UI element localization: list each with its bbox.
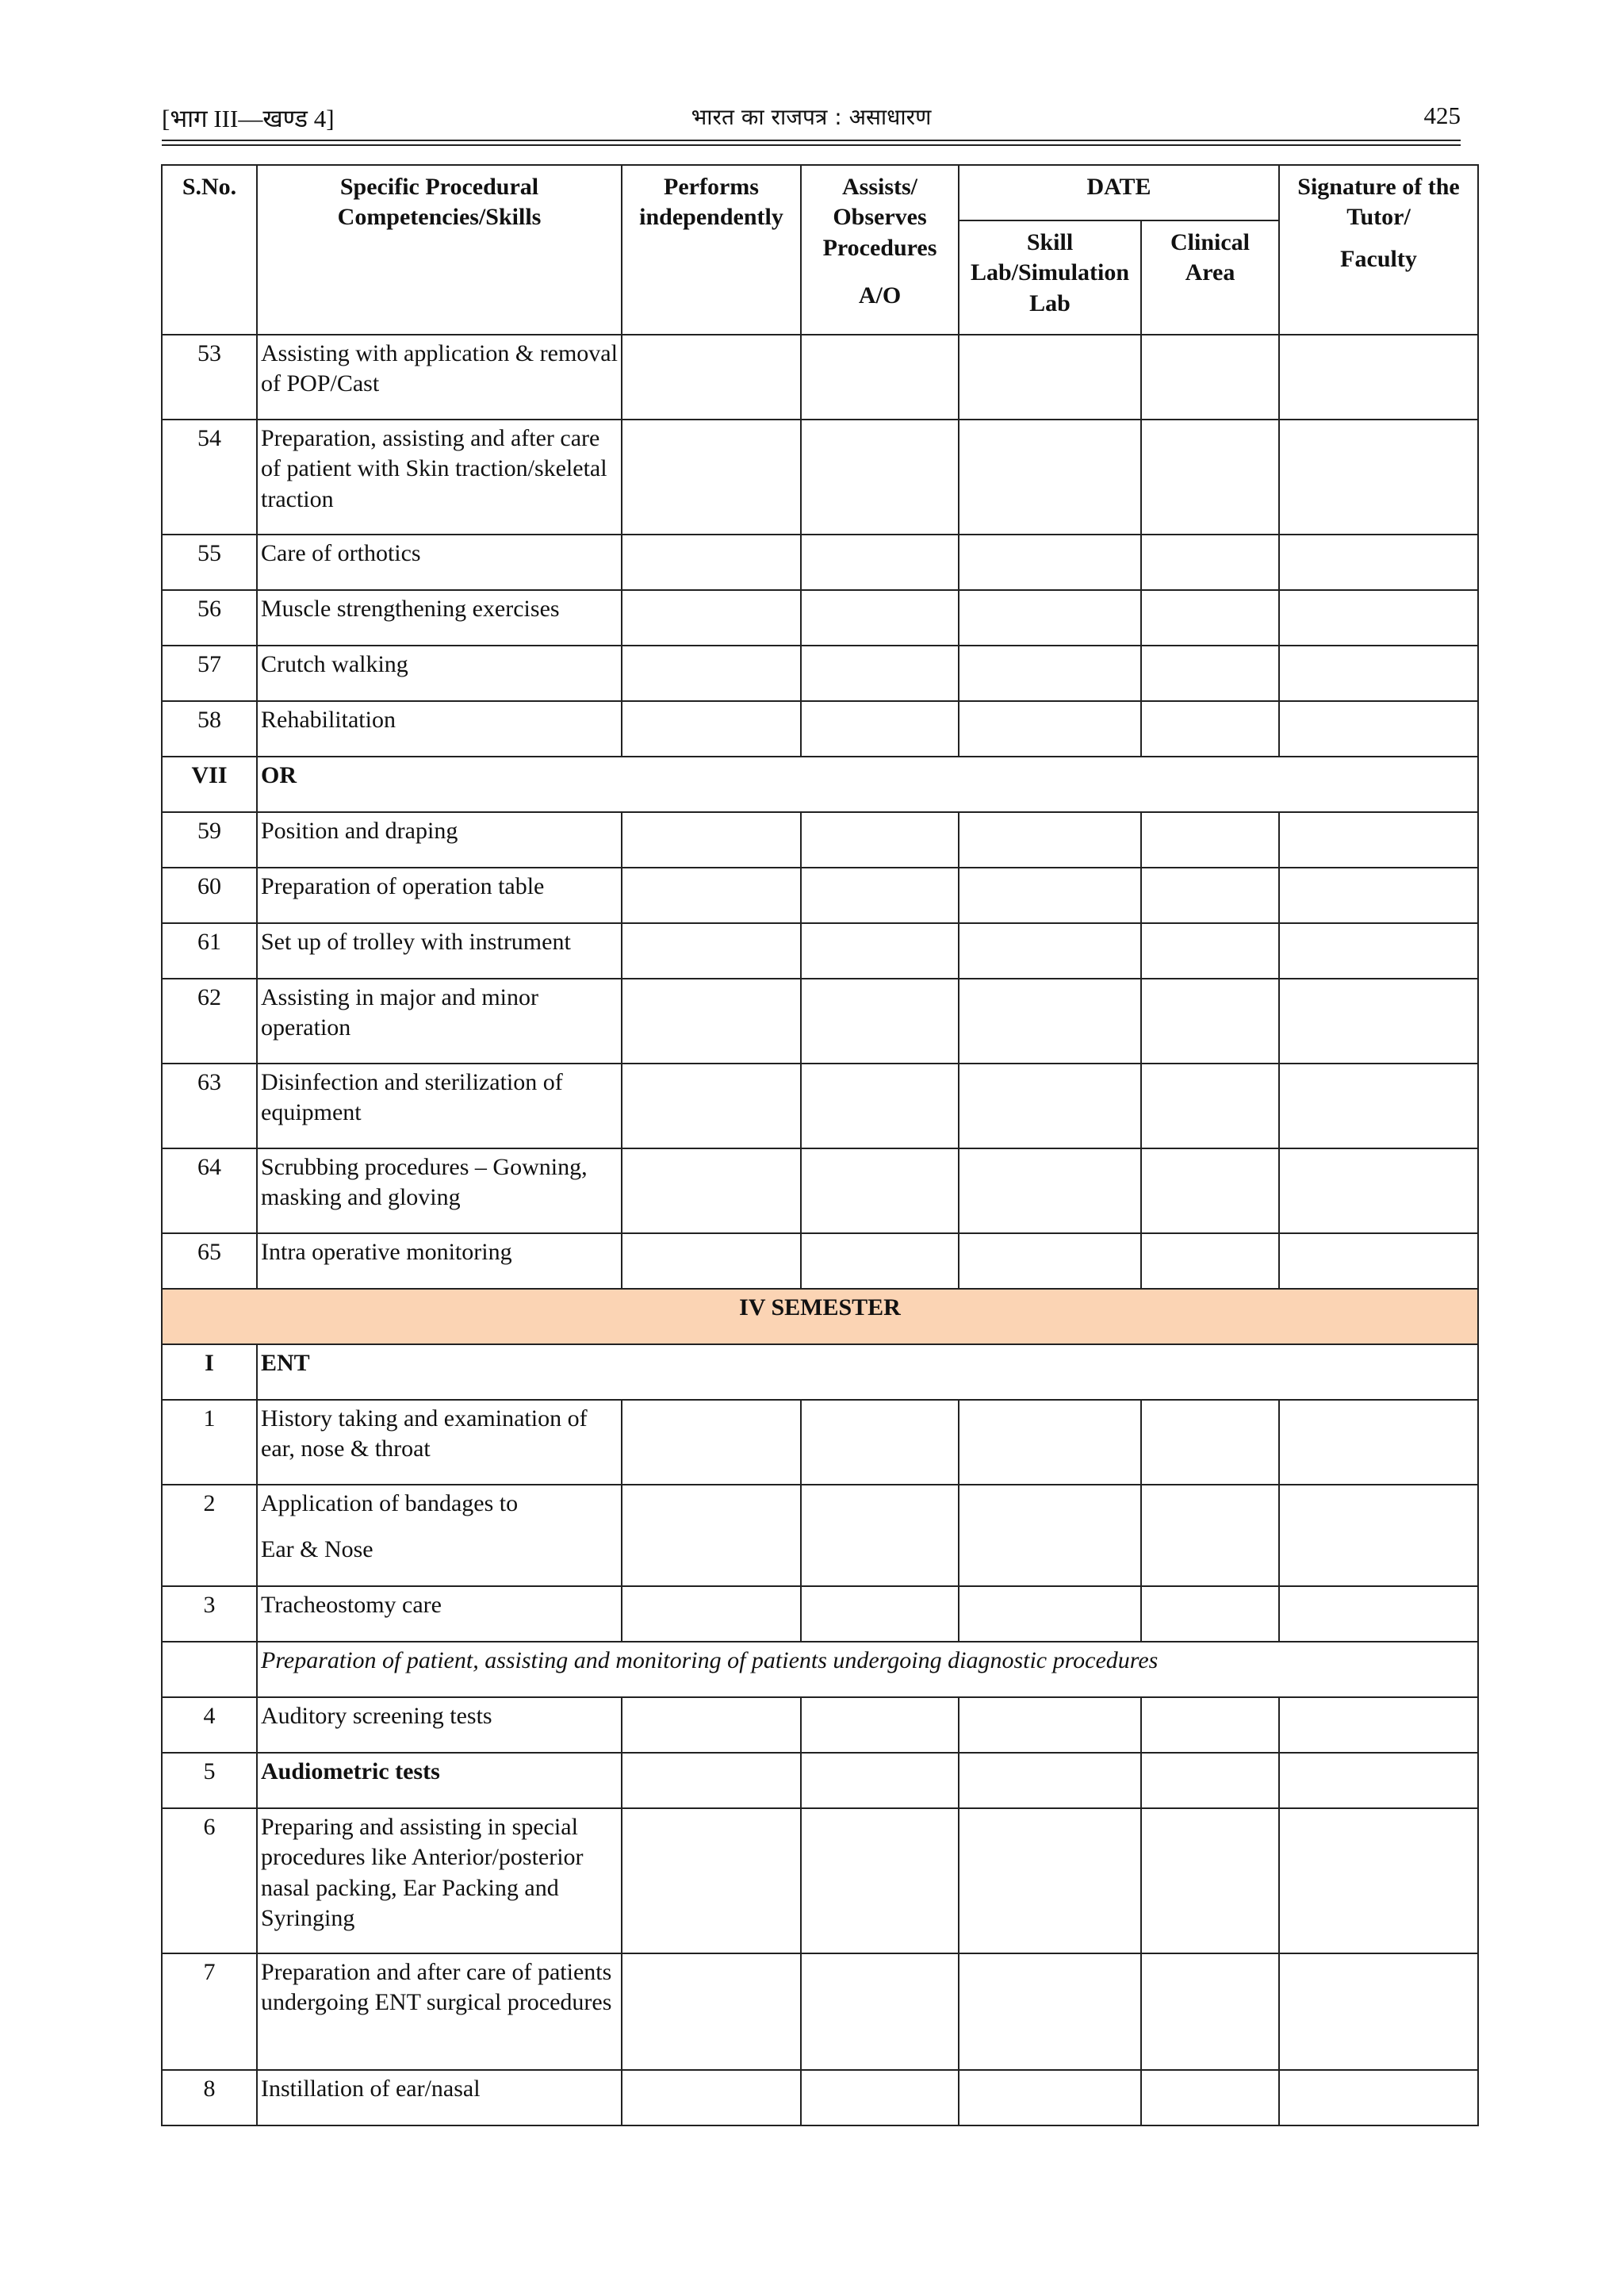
table-row bbox=[162, 868, 1478, 923]
cell-performs bbox=[622, 646, 801, 701]
cell-clinical bbox=[1141, 923, 1279, 979]
part-section-label: [भाग III—खण्ड 4] bbox=[162, 105, 335, 132]
cell-signature bbox=[1279, 979, 1478, 1064]
cell-signature bbox=[1279, 1697, 1478, 1753]
cell-performs bbox=[622, 1485, 801, 1586]
cell-signature bbox=[1279, 2070, 1478, 2125]
row-sno: 58 bbox=[162, 701, 257, 757]
table-row bbox=[162, 335, 1478, 420]
row-skill: Disinfection and sterilization of equipment bbox=[257, 1064, 622, 1148]
cell-assists bbox=[801, 1233, 959, 1289]
col-header-assists bbox=[801, 165, 959, 335]
cell-clinical bbox=[1141, 1808, 1279, 1953]
cell-assists bbox=[801, 1064, 959, 1148]
row-sno: 54 bbox=[162, 420, 257, 535]
row-skill: Crutch walking bbox=[257, 646, 622, 701]
cell-signature bbox=[1279, 420, 1478, 535]
row-skill: Care of orthotics bbox=[257, 535, 622, 590]
row-skill: Tracheostomy care bbox=[257, 1586, 622, 1642]
row-sno: 61 bbox=[162, 923, 257, 979]
cell-assists bbox=[801, 979, 959, 1064]
cell-signature bbox=[1279, 335, 1478, 420]
row-sno: 3 bbox=[162, 1586, 257, 1642]
row-skill-line1: Application of bandages to bbox=[261, 1490, 519, 1516]
cell-skill-lab bbox=[959, 979, 1141, 1064]
cell-skill-lab bbox=[959, 1064, 1141, 1148]
table-row bbox=[162, 1148, 1478, 1233]
row-sno: 7 bbox=[162, 1953, 257, 2070]
cell-assists bbox=[801, 923, 959, 979]
cell-signature bbox=[1279, 1148, 1478, 1233]
section-row bbox=[162, 1344, 1478, 1400]
gazette-title: भारत का राजपत्र : असाधारण bbox=[691, 104, 932, 130]
cell-assists bbox=[801, 2070, 959, 2125]
cell-assists bbox=[801, 335, 959, 420]
col-header-skill: Specific Procedural Competencies/Skills bbox=[257, 165, 622, 335]
cell-clinical bbox=[1141, 868, 1279, 923]
cell-signature bbox=[1279, 1808, 1478, 1953]
table-row bbox=[162, 1064, 1478, 1148]
col-header-assists-label: Assists/ Observes Procedures bbox=[822, 174, 937, 261]
cell-clinical bbox=[1141, 1953, 1279, 2070]
cell-skill-lab bbox=[959, 420, 1141, 535]
cell-performs bbox=[622, 923, 801, 979]
cell-assists bbox=[801, 1485, 959, 1586]
section-name: ENT bbox=[257, 1344, 1478, 1400]
note-sno-empty bbox=[162, 1642, 257, 1697]
cell-skill-lab bbox=[959, 2070, 1141, 2125]
table-row bbox=[162, 979, 1478, 1064]
page-number: 425 bbox=[1423, 102, 1461, 129]
row-skill: History taking and examination of ear, nose & throat bbox=[257, 1400, 622, 1485]
cell-skill-lab bbox=[959, 1753, 1141, 1808]
col-header-assists-code: A/O bbox=[858, 282, 902, 309]
table-row bbox=[162, 1753, 1478, 1808]
section-row bbox=[162, 757, 1478, 812]
cell-performs bbox=[622, 2070, 801, 2125]
row-sno: 2 bbox=[162, 1485, 257, 1586]
cell-clinical bbox=[1141, 2070, 1279, 2125]
cell-assists bbox=[801, 535, 959, 590]
row-sno: 56 bbox=[162, 590, 257, 646]
cell-assists bbox=[801, 868, 959, 923]
cell-assists bbox=[801, 1753, 959, 1808]
table-row bbox=[162, 420, 1478, 535]
cell-clinical bbox=[1141, 535, 1279, 590]
table-row bbox=[162, 1953, 1478, 2070]
cell-clinical bbox=[1141, 1148, 1279, 1233]
table-row bbox=[162, 1233, 1478, 1289]
cell-performs bbox=[622, 868, 801, 923]
cell-performs bbox=[622, 1148, 801, 1233]
cell-assists bbox=[801, 701, 959, 757]
row-sno: 60 bbox=[162, 868, 257, 923]
row-skill-line2: Ear & Nose bbox=[261, 1536, 373, 1563]
header-rule-bottom bbox=[162, 144, 1461, 146]
cell-performs bbox=[622, 1753, 801, 1808]
cell-performs bbox=[622, 420, 801, 535]
cell-clinical bbox=[1141, 979, 1279, 1064]
cell-clinical bbox=[1141, 1064, 1279, 1148]
cell-performs bbox=[622, 1400, 801, 1485]
cell-signature bbox=[1279, 868, 1478, 923]
cell-skill-lab bbox=[959, 590, 1141, 646]
row-sno: 53 bbox=[162, 335, 257, 420]
cell-clinical bbox=[1141, 420, 1279, 535]
cell-assists bbox=[801, 1586, 959, 1642]
page-header bbox=[162, 102, 1461, 136]
row-sno: 8 bbox=[162, 2070, 257, 2125]
row-skill: Rehabilitation bbox=[257, 701, 622, 757]
note-row bbox=[162, 1642, 1478, 1697]
row-skill: Muscle strengthening exercises bbox=[257, 590, 622, 646]
cell-performs bbox=[622, 701, 801, 757]
cell-signature bbox=[1279, 701, 1478, 757]
cell-signature bbox=[1279, 1064, 1478, 1148]
row-skill: Preparation of operation table bbox=[257, 868, 622, 923]
header-row-1 bbox=[162, 165, 1478, 220]
cell-skill-lab bbox=[959, 1953, 1141, 2070]
col-header-date: DATE bbox=[959, 165, 1279, 220]
semester-row bbox=[162, 1289, 1478, 1344]
row-skill: Position and draping bbox=[257, 812, 622, 868]
cell-signature bbox=[1279, 812, 1478, 868]
cell-performs bbox=[622, 1697, 801, 1753]
cell-assists bbox=[801, 1148, 959, 1233]
cell-skill-lab bbox=[959, 1697, 1141, 1753]
cell-skill-lab bbox=[959, 1808, 1141, 1953]
col-header-skill-lab: Skill Lab/Simulation Lab bbox=[959, 220, 1141, 335]
header-rule-top bbox=[162, 140, 1461, 141]
cell-assists bbox=[801, 1400, 959, 1485]
cell-signature bbox=[1279, 646, 1478, 701]
table-row bbox=[162, 646, 1478, 701]
cell-signature bbox=[1279, 1753, 1478, 1808]
cell-performs bbox=[622, 1808, 801, 1953]
section-sno: VII bbox=[162, 757, 257, 812]
row-skill: Intra operative monitoring bbox=[257, 1233, 622, 1289]
cell-signature bbox=[1279, 1586, 1478, 1642]
col-header-faculty: Faculty bbox=[1340, 245, 1417, 272]
cell-skill-lab bbox=[959, 923, 1141, 979]
table-row bbox=[162, 2070, 1478, 2125]
cell-clinical bbox=[1141, 1697, 1279, 1753]
row-sno: 57 bbox=[162, 646, 257, 701]
competency-table bbox=[161, 164, 1479, 2126]
cell-assists bbox=[801, 646, 959, 701]
cell-clinical bbox=[1141, 1586, 1279, 1642]
cell-skill-lab bbox=[959, 1485, 1141, 1586]
table-row bbox=[162, 1808, 1478, 1953]
table-row bbox=[162, 701, 1478, 757]
table-row bbox=[162, 923, 1478, 979]
row-sno: 62 bbox=[162, 979, 257, 1064]
cell-clinical bbox=[1141, 1753, 1279, 1808]
cell-clinical bbox=[1141, 1233, 1279, 1289]
cell-performs bbox=[622, 1953, 801, 2070]
col-header-performs: Performs independently bbox=[622, 165, 801, 335]
cell-skill-lab bbox=[959, 1233, 1141, 1289]
col-header-sno: S.No. bbox=[162, 165, 257, 335]
table-row bbox=[162, 1586, 1478, 1642]
diagnostic-procedures-note: Preparation of patient, assisting and monitoring of patients undergoing diagnostic procedures bbox=[257, 1642, 1478, 1697]
cell-clinical bbox=[1141, 812, 1279, 868]
row-skill bbox=[257, 1485, 622, 1586]
row-sno: 1 bbox=[162, 1400, 257, 1485]
row-sno: 5 bbox=[162, 1753, 257, 1808]
row-sno: 55 bbox=[162, 535, 257, 590]
cell-clinical bbox=[1141, 1485, 1279, 1586]
table-row bbox=[162, 1697, 1478, 1753]
cell-clinical bbox=[1141, 590, 1279, 646]
cell-skill-lab bbox=[959, 1148, 1141, 1233]
row-sno: 6 bbox=[162, 1808, 257, 1953]
cell-skill-lab bbox=[959, 812, 1141, 868]
cell-skill-lab bbox=[959, 646, 1141, 701]
row-skill: Scrubbing procedures – Gowning, masking and gloving bbox=[257, 1148, 622, 1233]
cell-skill-lab bbox=[959, 535, 1141, 590]
cell-assists bbox=[801, 1697, 959, 1753]
row-skill: Preparing and assisting in special procedures like Anterior/posterior nasal packing, Ear Packing and Syringing bbox=[257, 1808, 622, 1953]
row-skill: Assisting in major and minor operation bbox=[257, 979, 622, 1064]
cell-performs bbox=[622, 1064, 801, 1148]
cell-signature bbox=[1279, 1953, 1478, 2070]
cell-skill-lab bbox=[959, 868, 1141, 923]
row-skill: Audiometric tests bbox=[257, 1753, 622, 1808]
cell-assists bbox=[801, 812, 959, 868]
cell-performs bbox=[622, 1233, 801, 1289]
table-row bbox=[162, 535, 1478, 590]
cell-skill-lab bbox=[959, 1400, 1141, 1485]
cell-skill-lab bbox=[959, 701, 1141, 757]
cell-performs bbox=[622, 535, 801, 590]
row-sno: 4 bbox=[162, 1697, 257, 1753]
row-skill: Assisting with application & removal of POP/Cast bbox=[257, 335, 622, 420]
cell-performs bbox=[622, 812, 801, 868]
cell-signature bbox=[1279, 923, 1478, 979]
cell-signature bbox=[1279, 1485, 1478, 1586]
cell-clinical bbox=[1141, 646, 1279, 701]
table-row bbox=[162, 1485, 1478, 1586]
row-skill: Auditory screening tests bbox=[257, 1697, 622, 1753]
cell-clinical bbox=[1141, 701, 1279, 757]
cell-assists bbox=[801, 420, 959, 535]
cell-signature bbox=[1279, 590, 1478, 646]
cell-performs bbox=[622, 1586, 801, 1642]
semester-banner: IV SEMESTER bbox=[162, 1289, 1478, 1344]
table-row bbox=[162, 1400, 1478, 1485]
row-skill: Preparation and after care of patients undergoing ENT surgical procedures bbox=[257, 1953, 622, 2070]
table-row bbox=[162, 812, 1478, 868]
cell-skill-lab bbox=[959, 1586, 1141, 1642]
row-skill: Set up of trolley with instrument bbox=[257, 923, 622, 979]
table-row bbox=[162, 590, 1478, 646]
cell-performs bbox=[622, 590, 801, 646]
cell-assists bbox=[801, 1953, 959, 2070]
row-sno: 65 bbox=[162, 1233, 257, 1289]
cell-assists bbox=[801, 1808, 959, 1953]
row-skill: Instillation of ear/nasal bbox=[257, 2070, 622, 2125]
row-sno: 64 bbox=[162, 1148, 257, 1233]
cell-signature bbox=[1279, 1233, 1478, 1289]
row-sno: 59 bbox=[162, 812, 257, 868]
col-header-signature bbox=[1279, 165, 1478, 335]
row-skill: Preparation, assisting and after care of patient with Skin traction/skeletal traction bbox=[257, 420, 622, 535]
cell-signature bbox=[1279, 535, 1478, 590]
section-sno: I bbox=[162, 1344, 257, 1400]
cell-skill-lab bbox=[959, 335, 1141, 420]
col-header-signature-label: Signature of the Tutor/ bbox=[1297, 174, 1460, 231]
col-header-clinical: Clinical Area bbox=[1141, 220, 1279, 335]
cell-assists bbox=[801, 590, 959, 646]
cell-performs bbox=[622, 979, 801, 1064]
cell-clinical bbox=[1141, 1400, 1279, 1485]
row-sno: 63 bbox=[162, 1064, 257, 1148]
cell-performs bbox=[622, 335, 801, 420]
cell-clinical bbox=[1141, 335, 1279, 420]
section-name: OR bbox=[257, 757, 1478, 812]
cell-signature bbox=[1279, 1400, 1478, 1485]
